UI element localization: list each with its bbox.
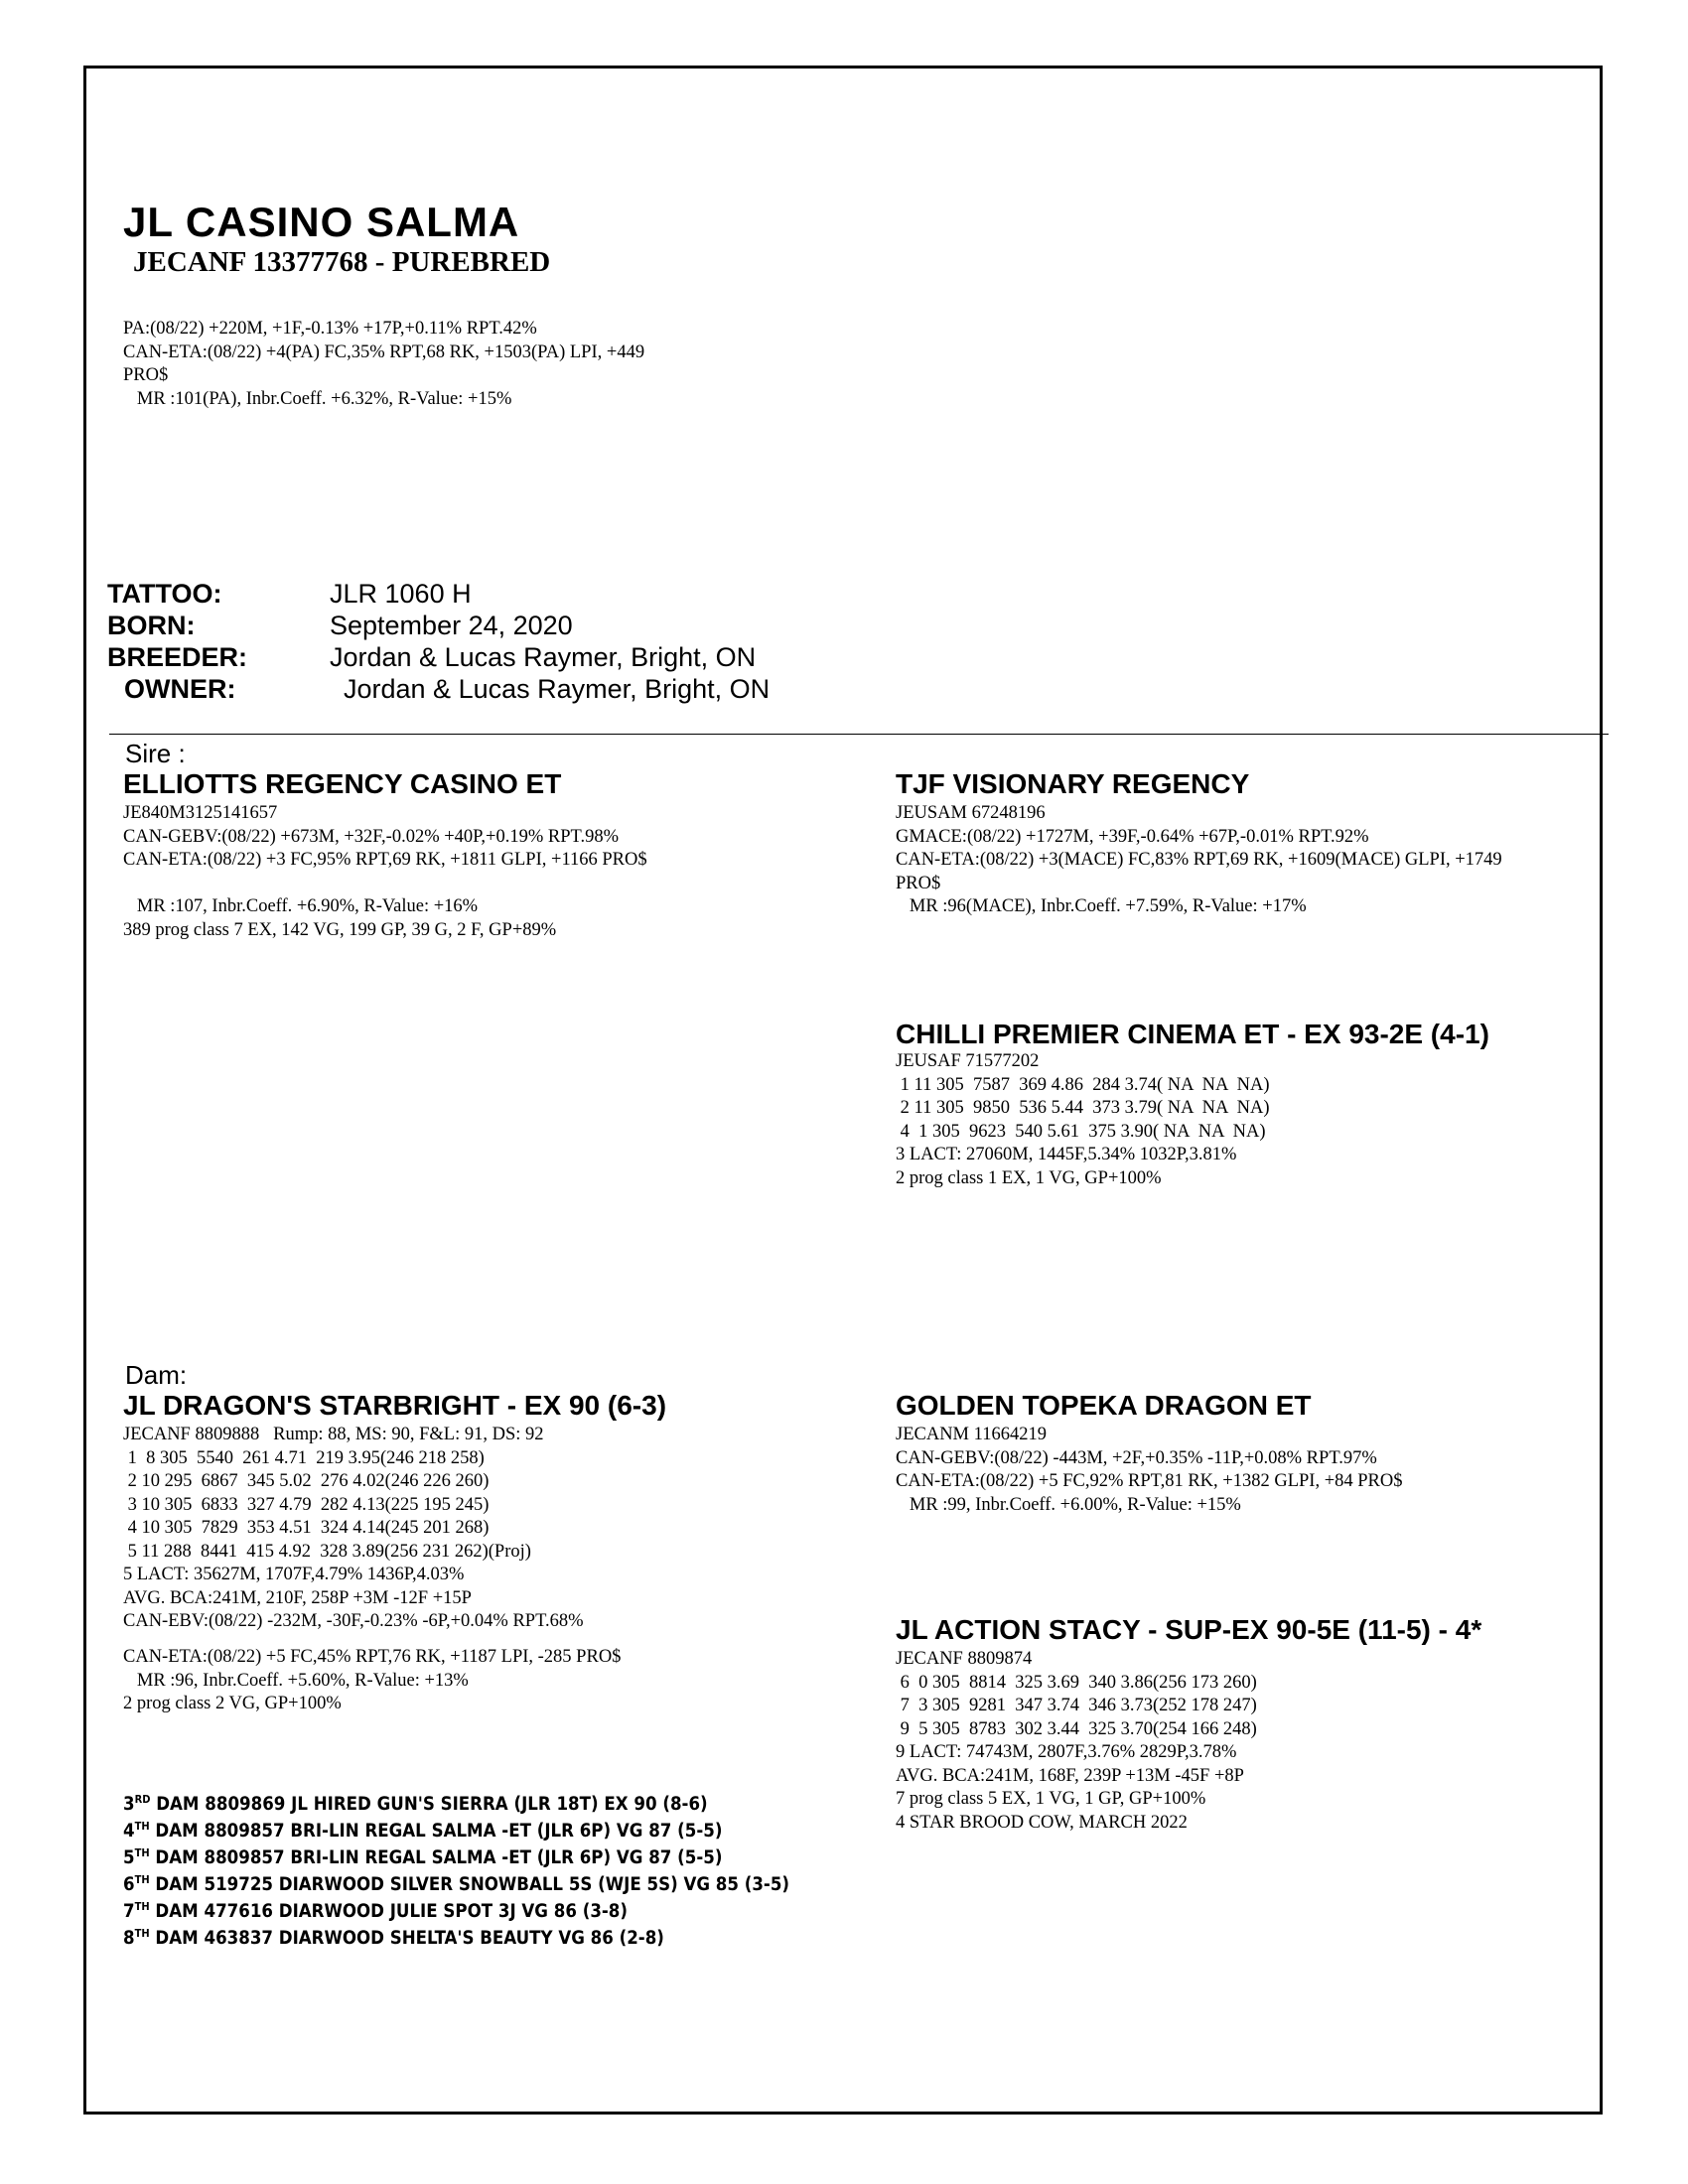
generation-line bbox=[123, 1871, 789, 1898]
generation-number: 7 bbox=[123, 1901, 135, 1922]
tattoo-label: TATTOO: bbox=[107, 579, 222, 609]
generation-text: DAM 477616 DIARWOOD JULIE SPOT 3J VG 86 (3-8) bbox=[149, 1901, 628, 1922]
detail-line: 389 prog class 7 EX, 142 VG, 199 GP, 39 G, 2 F, GP+89% bbox=[123, 919, 557, 940]
generation-number: 5 bbox=[123, 1847, 135, 1868]
breeder-label: BREEDER: bbox=[107, 642, 248, 672]
born-value: September 24, 2020 bbox=[330, 611, 573, 640]
sire-dam-details bbox=[896, 1050, 1270, 1190]
detail-line: JECANM 11664219 bbox=[896, 1425, 1047, 1444]
animal-name: JL CASINO SALMA bbox=[123, 199, 520, 245]
detail-line: MR :107, Inbr.Coeff. +6.90%, R-Value: +16% bbox=[123, 896, 479, 916]
detail-line: CAN-GEBV:(08/22) -443M, +2F,+0.35% -11P,+0.08% RPT.97% bbox=[896, 1447, 1377, 1468]
dam-details bbox=[123, 1424, 584, 1634]
generation-text: DAM 519725 DIARWOOD SILVER SNOWBALL 5S (WJE 5S) VG 85 (3-5) bbox=[149, 1874, 790, 1895]
sire-details bbox=[123, 802, 647, 942]
generation-number: 8 bbox=[123, 1928, 135, 1949]
detail-line: JE840M3125141657 bbox=[123, 803, 278, 823]
detail-line: JECANF 8809888 Rump: 88, MS: 90, F&L: 91, DS: 92 bbox=[123, 1425, 544, 1444]
lactation-row: 1 8 305 5540 261 4.71 219 3.95(246 218 258) bbox=[123, 1447, 485, 1468]
generation-line bbox=[123, 1818, 789, 1844]
detail-line: CAN-ETA:(08/22) +3(MACE) FC,83% RPT,69 RK, +1609(MACE) GLPI, +1749 bbox=[896, 850, 1502, 870]
generation-suffix: RD bbox=[134, 1792, 151, 1806]
sire-sire-name: TJF VISIONARY REGENCY bbox=[896, 768, 1250, 799]
spacer bbox=[123, 873, 647, 896]
pa-line: PA:(08/22) +220M, +1F,-0.13% +17P,+0.11% RPT.42% bbox=[123, 319, 537, 339]
lactation-row: 2 10 295 6867 345 5.02 276 4.02(246 226 260) bbox=[123, 1471, 490, 1491]
divider bbox=[109, 734, 1609, 735]
dam-dam-name: JL ACTION STACY - SUP-EX 90-5E (11-5) - 4* bbox=[896, 1614, 1482, 1645]
detail-line: AVG. BCA:241M, 210F, 258P +3M -12F +15P bbox=[123, 1587, 472, 1608]
parent-average-block bbox=[123, 318, 644, 411]
generation-text: DAM 8809857 BRI-LIN REGAL SALMA -ET (JLR 6P) VG 87 (5-5) bbox=[149, 1821, 723, 1842]
lactation-row: 5 11 288 8441 415 4.92 328 3.89(256 231 262)(Proj) bbox=[123, 1541, 531, 1562]
lactation-row: 1 11 305 7587 369 4.86 284 3.74( NA NA NA) bbox=[896, 1074, 1270, 1095]
generation-line bbox=[123, 1925, 789, 1952]
generation-text: DAM 8809869 JL HIRED GUN'S SIERRA (JLR 18T) EX 90 (8-6) bbox=[150, 1794, 708, 1815]
detail-line: 9 LACT: 74743M, 2807F,3.76% 2829P,3.78% bbox=[896, 1742, 1237, 1762]
dam-sire-details bbox=[896, 1424, 1403, 1517]
pa-line: CAN-ETA:(08/22) +4(PA) FC,35% RPT,68 RK, +1503(PA) LPI, +449 bbox=[123, 341, 645, 362]
lactation-row: 9 5 305 8783 302 3.44 325 3.70(254 166 248) bbox=[896, 1718, 1257, 1739]
lactation-row: 2 11 305 9850 536 5.44 373 3.79( NA NA NA) bbox=[896, 1098, 1270, 1118]
lactation-row: 6 0 305 8814 325 3.69 340 3.86(256 173 260) bbox=[896, 1672, 1257, 1693]
detail-line: 7 prog class 5 EX, 1 VG, 1 GP, GP+100% bbox=[896, 1789, 1206, 1809]
detail-line: AVG. BCA:241M, 168F, 239P +13M -45F +8P bbox=[896, 1765, 1244, 1786]
generation-text: DAM 463837 DIARWOOD SHELTA'S BEAUTY VG 86 (2-8) bbox=[149, 1928, 664, 1949]
generation-text: DAM 8809857 BRI-LIN REGAL SALMA -ET (JLR 6P) VG 87 (5-5) bbox=[149, 1847, 723, 1868]
detail-line: MR :96(MACE), Inbr.Coeff. +7.59%, R-Value: +17% bbox=[896, 896, 1307, 916]
generation-suffix: TH bbox=[134, 1819, 150, 1833]
generation-line bbox=[123, 1898, 789, 1925]
generation-suffix: TH bbox=[134, 1926, 150, 1940]
pa-line: PRO$ bbox=[123, 365, 169, 385]
sire-sire-details bbox=[896, 802, 1502, 919]
generation-line bbox=[123, 1844, 789, 1871]
info-block bbox=[107, 578, 771, 705]
tattoo-value: JLR 1060 H bbox=[330, 579, 472, 609]
lactation-row: 4 10 305 7829 353 4.51 324 4.14(245 201 268) bbox=[123, 1518, 490, 1538]
detail-line: 4 STAR BROOD COW, MARCH 2022 bbox=[896, 1812, 1188, 1833]
dam-label: Dam: bbox=[125, 1360, 188, 1390]
further-generations bbox=[123, 1791, 789, 1952]
generation-suffix: TH bbox=[134, 1872, 150, 1886]
dam-sire-name: GOLDEN TOPEKA DRAGON ET bbox=[896, 1390, 1312, 1421]
detail-line: 2 prog class 1 EX, 1 VG, GP+100% bbox=[896, 1167, 1162, 1188]
detail-line: 5 LACT: 35627M, 1707F,4.79% 1436P,4.03% bbox=[123, 1565, 465, 1584]
detail-line: JECANF 8809874 bbox=[896, 1649, 1033, 1669]
generation-line bbox=[123, 1791, 789, 1818]
registration-line: JECANF 13377768 - PUREBRED bbox=[133, 246, 551, 278]
dam-dam-details bbox=[896, 1648, 1257, 1835]
detail-line: GMACE:(08/22) +1727M, +39F,-0.64% +67P,-0.01% RPT.92% bbox=[896, 826, 1369, 847]
detail-line: MR :96, Inbr.Coeff. +5.60%, R-Value: +13% bbox=[123, 1670, 469, 1691]
detail-line: 2 prog class 2 VG, GP+100% bbox=[123, 1694, 342, 1713]
generation-number: 4 bbox=[123, 1821, 135, 1842]
detail-line: JEUSAM 67248196 bbox=[896, 803, 1046, 823]
lactation-row: 4 1 305 9623 540 5.61 375 3.90( NA NA NA) bbox=[896, 1121, 1266, 1142]
detail-line: CAN-GEBV:(08/22) +673M, +32F,-0.02% +40P,+0.19% RPT.98% bbox=[123, 826, 619, 847]
detail-line: CAN-ETA:(08/22) +5 FC,92% RPT,81 RK, +1382 GLPI, +84 PRO$ bbox=[896, 1471, 1403, 1491]
sire-label: Sire : bbox=[125, 739, 186, 768]
sire-name: ELLIOTTS REGENCY CASINO ET bbox=[123, 768, 562, 799]
generation-suffix: TH bbox=[134, 1899, 150, 1913]
detail-line: CAN-EBV:(08/22) -232M, -30F,-0.23% -6P,+0.04% RPT.68% bbox=[123, 1611, 584, 1631]
lactation-row: 3 10 305 6833 327 4.79 282 4.13(225 195 245) bbox=[123, 1494, 490, 1515]
detail-line: MR :99, Inbr.Coeff. +6.00%, R-Value: +15% bbox=[896, 1494, 1241, 1515]
dam-details-2 bbox=[123, 1646, 621, 1716]
dam-name: JL DRAGON'S STARBRIGHT - EX 90 (6-3) bbox=[123, 1390, 667, 1421]
owner-value: Jordan & Lucas Raymer, Bright, ON bbox=[344, 674, 771, 704]
lactation-row: 7 3 305 9281 347 3.74 346 3.73(252 178 247) bbox=[896, 1696, 1257, 1715]
detail-line: PRO$ bbox=[896, 873, 941, 893]
pa-line: MR :101(PA), Inbr.Coeff. +6.32%, R-Value: +15% bbox=[123, 388, 512, 409]
detail-line: 3 LACT: 27060M, 1445F,5.34% 1032P,3.81% bbox=[896, 1145, 1237, 1164]
generation-suffix: TH bbox=[134, 1845, 150, 1859]
detail-line: JEUSAF 71577202 bbox=[896, 1051, 1040, 1071]
generation-number: 6 bbox=[123, 1874, 135, 1895]
generation-number: 3 bbox=[123, 1794, 135, 1815]
born-label: BORN: bbox=[107, 611, 196, 640]
detail-line: CAN-ETA:(08/22) +3 FC,95% RPT,69 RK, +1811 GLPI, +1166 PRO$ bbox=[123, 850, 647, 870]
owner-label: OWNER: bbox=[124, 674, 236, 704]
breeder-value: Jordan & Lucas Raymer, Bright, ON bbox=[330, 642, 757, 672]
sire-dam-name: CHILLI PREMIER CINEMA ET - EX 93-2E (4-1) bbox=[896, 1019, 1489, 1049]
detail-line: CAN-ETA:(08/22) +5 FC,45% RPT,76 RK, +1187 LPI, -285 PRO$ bbox=[123, 1647, 622, 1667]
